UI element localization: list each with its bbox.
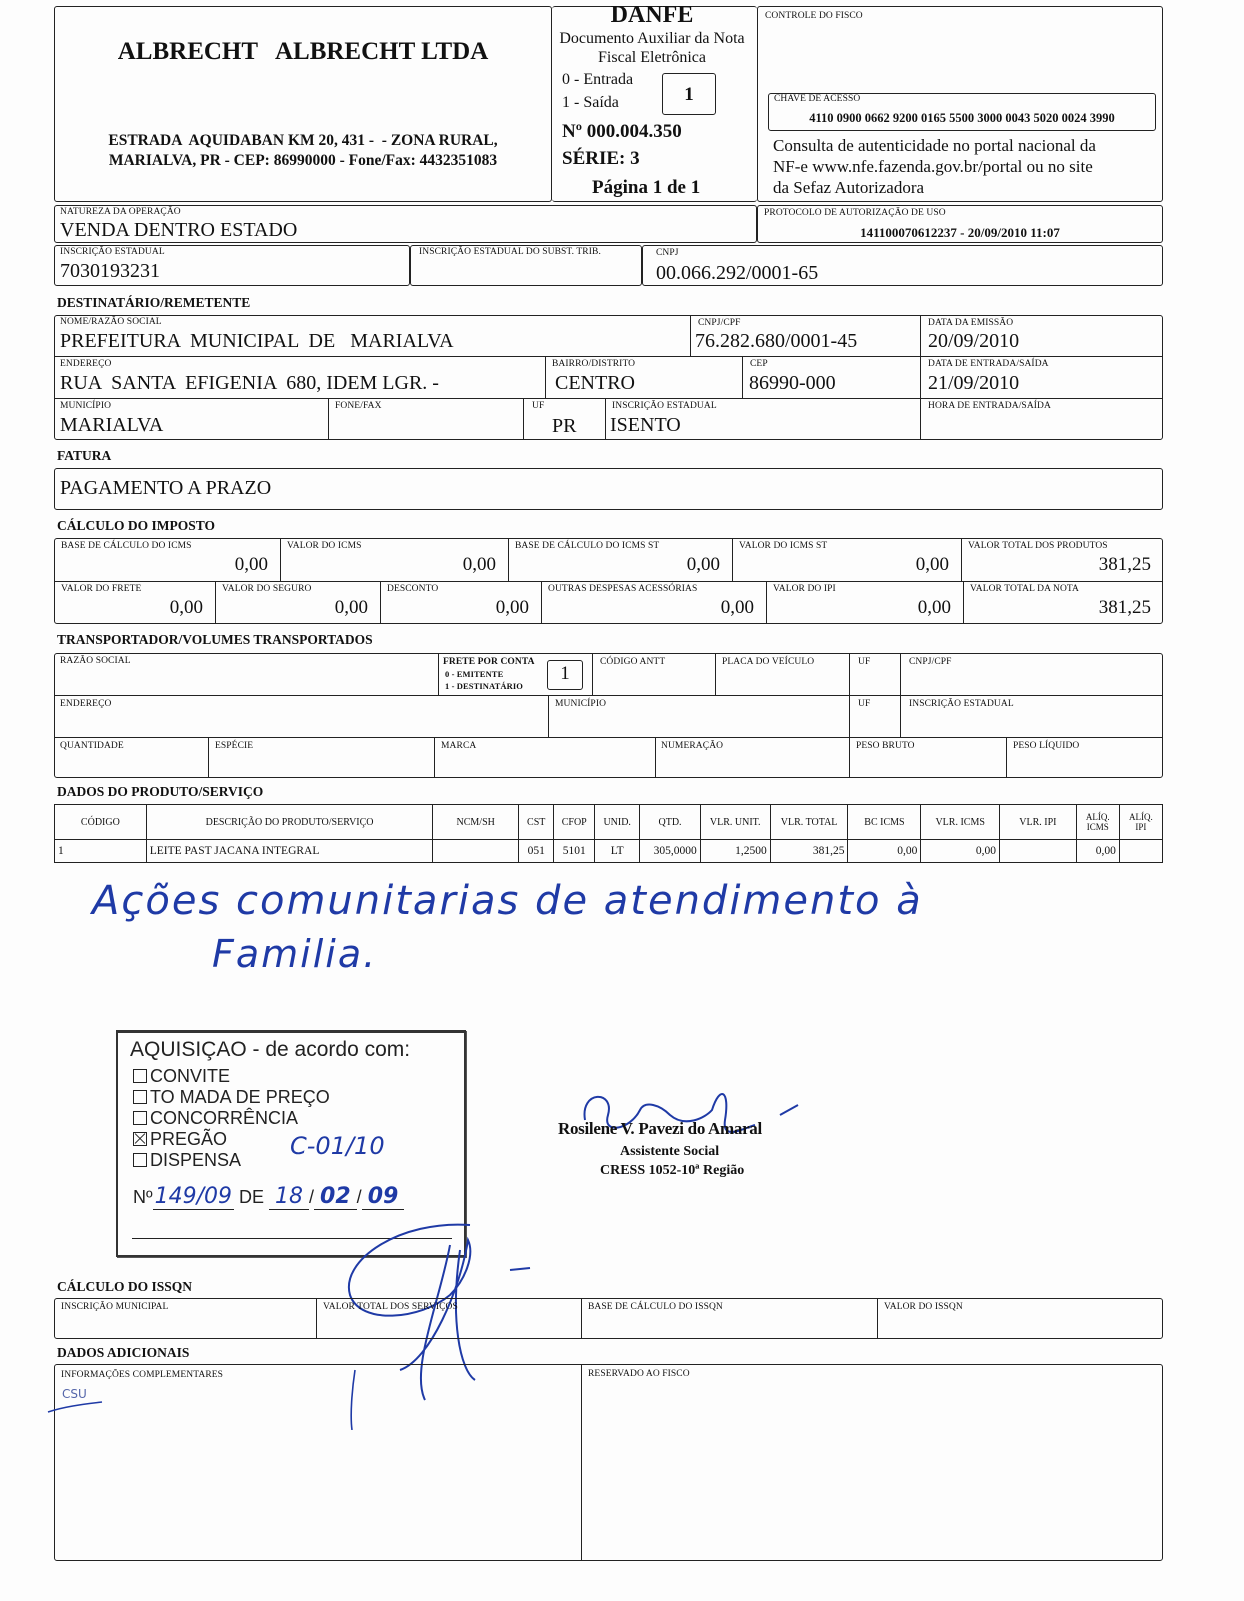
stamp-option-1: [133, 1087, 330, 1108]
cnpj-value: 00.066.292/0001-65: [656, 262, 819, 284]
transport-ie-label: INSCRIÇÃO ESTADUAL: [909, 699, 1014, 709]
table-row: [55, 840, 1163, 863]
products-cell-0-2: [433, 840, 519, 863]
transport-net-label: PESO LÍQUIDO: [1013, 741, 1080, 751]
stamp-code: C-01/10: [290, 1132, 385, 1160]
recipient-address-label: ENDEREÇO: [60, 359, 112, 369]
products-cell-0-8: 381,25: [770, 840, 848, 863]
products-table: [54, 804, 1163, 863]
tax-r2-value-0: 0,00: [169, 597, 203, 618]
emitter-box: [54, 6, 552, 202]
checkbox-icon: [133, 1069, 147, 1083]
transport-address-label: ENDEREÇO: [60, 699, 112, 709]
tax-r2-label-1: VALOR DO SEGURO: [222, 584, 312, 594]
products-header-8: VLR. TOTAL: [770, 805, 848, 840]
recipient-name-label: NOME/RAZÃO SOCIAL: [60, 317, 162, 327]
additional-reserved-label: RESERVADO AO FISCO: [588, 1369, 690, 1379]
checkbox-icon: [133, 1090, 147, 1104]
signature-role: Assistente Social: [620, 1144, 720, 1159]
danfe-number: Nº 000.004.350: [562, 121, 682, 142]
transport-section-title: TRANSPORTADOR/VOLUMES TRANSPORTADOS: [57, 632, 373, 647]
products-header-3: CST: [519, 805, 554, 840]
recipient-inout-date: 21/09/2010: [928, 372, 1020, 394]
recipient-doc: 76.282.680/0001-45: [695, 330, 858, 352]
products-cell-0-12: 0,00: [1076, 840, 1119, 863]
transport-qty-label: QUANTIDADE: [60, 741, 124, 751]
transport-uf2-label: UF: [858, 699, 871, 709]
access-key-value: 4110 0900 0662 9200 0165 5500 3000 0043 5020 0024 3990: [809, 111, 1115, 125]
signature-name: Rosilene V. Pavezi do Amaral: [558, 1119, 762, 1138]
danfe-type-value: 1: [684, 84, 694, 105]
tax-r1-label-4: VALOR TOTAL DOS PRODUTOS: [968, 541, 1108, 551]
recipient-cep: 86990-000: [749, 372, 836, 394]
cnpj-label: CNPJ: [656, 248, 679, 258]
products-header-2: NCM/SH: [433, 805, 519, 840]
danfe-subtitle-1: Documento Auxiliar da Nota: [559, 30, 745, 47]
stamp-number-prefix: Nº: [133, 1187, 153, 1207]
tax-r2-label-4: VALOR DO IPI: [773, 584, 836, 594]
checkbox-icon: [133, 1111, 147, 1125]
recipient-district: CENTRO: [555, 372, 635, 394]
tax-r1-value-3: 0,00: [915, 554, 949, 575]
transport-gross-label: PESO BRUTO: [856, 741, 915, 751]
transport-freight-opt1: 1 - DESTINATÁRIO: [445, 681, 523, 691]
additional-box: [54, 1364, 1163, 1561]
recipient-district-label: BAIRRO/DISTRITO: [552, 359, 636, 369]
recipient-inout-date-label: DATA DE ENTRADA/SAÍDA: [928, 359, 1049, 369]
products-header-10: VLR. ICMS: [921, 805, 1000, 840]
stamp-month: 02: [314, 1184, 357, 1210]
additional-section-title: DADOS ADICIONAIS: [57, 1345, 190, 1360]
invoice-text: PAGAMENTO A PRAZO: [60, 477, 272, 499]
products-header-12: ALÍQ. ICMS: [1076, 805, 1119, 840]
ie-st-label: INSCRIÇÃO ESTADUAL DO SUBST. TRIB.: [419, 247, 601, 257]
recipient-issue: 20/09/2010: [928, 330, 1020, 352]
recipient-section-title: DESTINATÁRIO/REMETENTE: [57, 295, 251, 310]
tax-r2-value-1: 0,00: [334, 597, 368, 618]
transport-freight-label: FRETE POR CONTA: [443, 657, 535, 667]
handwritten-note-line-1: Ações comunitarias de atendimento à: [92, 878, 923, 924]
csu-underline: [46, 1396, 106, 1416]
products-cell-0-7: 1,2500: [700, 840, 770, 863]
recipient-inout-time-label: HORA DE ENTRADA/SAÍDA: [928, 401, 1051, 411]
tax-r2-label-2: DESCONTO: [387, 584, 439, 594]
recipient-city-label: MUNICÍPIO: [60, 401, 112, 411]
consult-line-2: NF-e www.nfe.fazenda.gov.br/portal ou no site: [773, 157, 1093, 176]
tax-section-title: CÁLCULO DO IMPOSTO: [57, 518, 216, 533]
emitter-address-2: MARIALVA, PR - CEP: 86990000 - Fone/Fax: 4432351083: [108, 152, 498, 169]
products-cell-0-13: [1119, 840, 1162, 863]
products-cell-0-0: 1: [55, 840, 147, 863]
fisco-control-label: CONTROLE DO FISCO: [765, 11, 863, 21]
issqn-value-label: VALOR DO ISSQN: [884, 1302, 963, 1312]
handwritten-note-line-2: Familia.: [212, 932, 378, 976]
emitter-name: ALBRECHT ALBRECHT LTDA: [117, 38, 489, 65]
transport-plate-label: PLACA DO VEÍCULO: [722, 657, 815, 667]
danfe-exit-label: 1 - Saída: [562, 94, 619, 111]
stamp-number-value: 149/09: [154, 1184, 232, 1209]
stamp-year: 09: [362, 1184, 405, 1210]
invoice-section-title: FATURA: [57, 448, 112, 463]
checkbox-icon: [133, 1132, 147, 1146]
danfe-subtitle-2: Fiscal Eletrônica: [598, 49, 706, 66]
nature-label: NATUREZA DA OPERAÇÃO: [60, 207, 181, 217]
stamp-option-3: [133, 1129, 227, 1150]
transport-cnpj-label: CNPJ/CPF: [909, 657, 952, 667]
danfe-series: SÉRIE: 3: [562, 148, 640, 169]
transport-antt-label: CÓDIGO ANTT: [600, 657, 666, 667]
ie-value: 7030193231: [60, 260, 160, 282]
transport-numbering-label: NUMERAÇÃO: [661, 741, 724, 751]
recipient-address: RUA SANTA EFIGENIA 680, IDEM LGR. -: [60, 372, 439, 394]
stamp-option-4: [133, 1150, 241, 1171]
recipient-doc-label: CNPJ/CPF: [698, 318, 741, 328]
products-header-1: DESCRIÇÃO DO PRODUTO/SERVIÇO: [146, 805, 433, 840]
products-header-6: QTD.: [640, 805, 700, 840]
tax-r1-label-3: VALOR DO ICMS ST: [739, 541, 828, 551]
tax-r2-label-0: VALOR DO FRETE: [61, 584, 142, 594]
products-header-9: BC ICMS: [848, 805, 921, 840]
transport-uf-label: UF: [858, 657, 871, 667]
ie-label: INSCRIÇÃO ESTADUAL: [60, 247, 165, 257]
recipient-name: PREFEITURA MUNICIPAL DE MARIALVA: [60, 330, 454, 352]
tax-r2-value-2: 0,00: [495, 597, 529, 618]
issqn-municipal-label: INSCRIÇÃO MUNICIPAL: [61, 1302, 169, 1312]
additional-csu: CSU: [62, 1387, 87, 1401]
transport-freight-opt0: 0 - EMITENTE: [445, 669, 504, 679]
products-header-5: UNID.: [595, 805, 640, 840]
tax-r1-value-1: 0,00: [462, 554, 496, 575]
protocol-value: 141100070612237 - 20/09/2010 11:07: [860, 225, 1060, 240]
stamp-option-label: CONCORRÊNCIA: [150, 1108, 299, 1128]
transport-city-label: MUNICÍPIO: [555, 699, 607, 709]
issqn-base-label: BASE DE CÁLCULO DO ISSQN: [588, 1302, 723, 1312]
transport-species-label: ESPÉCIE: [215, 741, 254, 751]
tax-r1-value-0: 0,00: [234, 554, 268, 575]
products-cell-0-5: LT: [595, 840, 640, 863]
nature-value: VENDA DENTRO ESTADO: [60, 219, 298, 241]
products-cell-0-10: 0,00: [921, 840, 1000, 863]
products-header-13: ALÍQ. IPI: [1119, 805, 1162, 840]
barcode: [777, 36, 1142, 78]
recipient-issue-label: DATA DA EMISSÃO: [928, 318, 1014, 328]
recipient-ie-label: INSCRIÇÃO ESTADUAL: [612, 401, 717, 411]
signature-registry: CRESS 1052-10ª Região: [600, 1163, 745, 1178]
transport-freight-value: 1: [560, 663, 570, 684]
issqn-section-title: CÁLCULO DO ISSQN: [57, 1279, 193, 1294]
danfe-page: Página 1 de 1: [592, 177, 701, 198]
products-cell-0-9: 0,00: [848, 840, 921, 863]
tax-r1-value-2: 0,00: [686, 554, 720, 575]
tax-r2-label-5: VALOR TOTAL DA NOTA: [970, 584, 1080, 594]
stamp-option-label: CONVITE: [150, 1066, 231, 1086]
stamp-option-label: DISPENSA: [150, 1150, 242, 1170]
checkbox-icon: [133, 1153, 147, 1167]
stamp-date-prefix: DE: [239, 1187, 265, 1207]
products-cell-0-11: [999, 840, 1076, 863]
consult-line-1: Consulta de autenticidade no portal nacional da: [773, 136, 1096, 155]
stamp-option-label: TO MADA DE PREÇO: [150, 1087, 330, 1107]
danfe-title: DANFE: [610, 2, 694, 28]
issqn-services-label: VALOR TOTAL DOS SERVIÇOS: [323, 1302, 458, 1312]
recipient-uf-label: UF: [532, 401, 545, 411]
transport-brand-label: MARCA: [441, 741, 477, 751]
products-header-0: CÓDIGO: [55, 805, 147, 840]
stamp-option-label: PREGÃO: [150, 1129, 228, 1149]
products-cell-0-6: 305,0000: [640, 840, 700, 863]
tax-r2-value-5: 381,25: [1098, 597, 1151, 618]
stamp-option-2: [133, 1108, 298, 1129]
transport-box: [54, 653, 1163, 778]
recipient-phone-label: FONE/FAX: [335, 401, 382, 411]
products-section-title: DADOS DO PRODUTO/SERVIÇO: [57, 784, 264, 799]
recipient-cep-label: CEP: [750, 359, 768, 369]
protocol-label: PROTOCOLO DE AUTORIZAÇÃO DE USO: [764, 208, 946, 218]
danfe-entry-label: 0 - Entrada: [562, 71, 634, 88]
tax-r2-label-3: OUTRAS DESPESAS ACESSÓRIAS: [548, 584, 698, 594]
tax-r2-value-4: 0,00: [917, 597, 951, 618]
products-header-4: CFOP: [554, 805, 595, 840]
products-cell-0-3: 051: [519, 840, 554, 863]
tax-r1-label-2: BASE DE CÁLCULO DO ICMS ST: [515, 541, 660, 551]
stamp-number-row: Nº149/09 DE 18 / 02 / 09: [133, 1184, 404, 1209]
products-header-11: VLR. IPI: [999, 805, 1076, 840]
recipient-uf: PR: [552, 415, 577, 437]
tax-r1-label-0: BASE DE CÁLCULO DO ICMS: [61, 541, 192, 551]
products-header-7: VLR. UNIT.: [700, 805, 770, 840]
additional-info-label: INFORMAÇÕES COMPLEMENTARES: [61, 1370, 224, 1380]
access-key-label: CHAVE DE ACESSO: [774, 94, 861, 104]
tax-r1-label-1: VALOR DO ICMS: [287, 541, 362, 551]
recipient-city: MARIALVA: [60, 414, 164, 436]
consult-line-3: da Sefaz Autorizadora: [773, 178, 925, 197]
stamp-option-0: [133, 1066, 230, 1087]
tax-r1-value-4: 381,25: [1098, 554, 1151, 575]
products-cell-0-1: LEITE PAST JACANA INTEGRAL: [146, 840, 433, 863]
emitter-address-1: ESTRADA AQUIDABAN KM 20, 431 - - ZONA RURAL,: [108, 132, 498, 149]
stamp-title: AQUISIÇAO - de acordo com:: [130, 1038, 411, 1061]
recipient-ie: ISENTO: [610, 414, 681, 436]
transport-razao-label: RAZÃO SOCIAL: [60, 656, 131, 666]
tax-r2-value-3: 0,00: [720, 597, 754, 618]
stamp-day: 18: [269, 1184, 309, 1210]
products-cell-0-4: 5101: [554, 840, 595, 863]
